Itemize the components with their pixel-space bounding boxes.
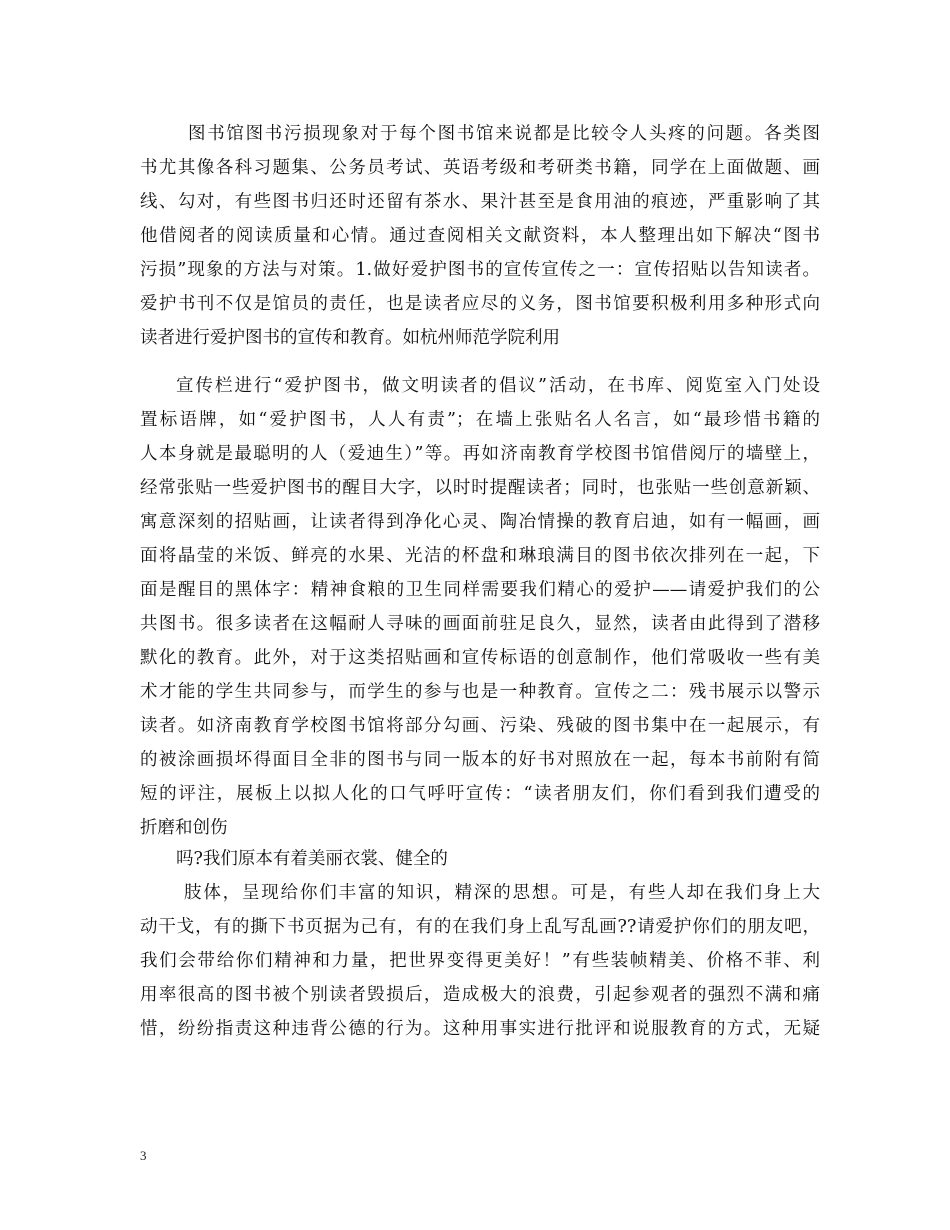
text-line: 用率很高的图书被个别读者毁损后，造成极大的浪费，引起参观者的强烈不满和痛 [140, 985, 820, 1005]
text-line: 宣传栏进行“爱护图书，做文明读者的倡议”活动，在书库、阅览室入门处设 [176, 376, 820, 396]
text-line: 置标语牌，如“爱护图书，人人有责”；在墙上张贴名人名言，如“最珍惜书籍的 [140, 410, 820, 430]
paragraph-4 [140, 876, 820, 1046]
text-line: 读者进行爱护图书的宣传和教育。如杭州师范学院利用 [140, 328, 560, 348]
text-line: 面将晶莹的米饭、鲜亮的水果、光洁的杯盘和琳琅满目的图书依次排列在一起，下 [140, 546, 820, 566]
text-line: 肢体，呈现给你们丰富的知识，精深的思想。可是，有些人却在我们身上大 [184, 883, 820, 903]
text-line: 短的评注，展板上以拟人化的口气呼吁宣传：“读者朋友们，你们看到我们遭受的 [140, 784, 820, 804]
text-line: 寓意深刻的招贴画，让读者得到净化心灵、陶冶情操的教育启迪，如有一幅画，画 [140, 512, 820, 532]
text-line: 的被涂画损坏得面目全非的图书与同一版本的好书对照放在一起，每本书前附有简 [140, 750, 820, 770]
paragraph-3 [140, 842, 820, 876]
text-line: 书尤其像各科习题集、公务员考试、英语考级和考研类书籍，同学在上面做题、画 [140, 158, 820, 178]
text-line: 爱护书刊不仅是馆员的责任，也是读者应尽的义务，图书馆要积极利用多种形式向 [140, 294, 820, 314]
text-line: 读者。如济南教育学校图书馆将部分勾画、污染、残破的图书集中在一起展示，有 [140, 716, 820, 736]
text-line: 线、勾对，有些图书归还时还留有茶水、果汁甚至是食用油的痕迹，严重影响了其 [140, 192, 820, 212]
text-line: 吗?我们原本有着美丽衣裳、健全的 [176, 849, 448, 869]
text-line: 术才能的学生共同参与，而学生的参与也是一种教育。宣传之二：残书展示以警示 [140, 682, 820, 702]
text-line: 经常张贴一些爱护图书的醒目大字，以时时提醒读者；同时，也张贴一些创意新颖、 [140, 478, 820, 498]
text-line: 惜，纷纷指责这种违背公德的行为。这种用事实进行批评和说服教育的方式，无疑 [140, 1019, 820, 1039]
text-line: 他借阅者的阅读质量和心情。通过查阅相关文献资料，本人整理出如下解决“图书 [140, 226, 820, 246]
text-line: 默化的教育。此外，对于这类招贴画和宣传标语的创意制作，他们常吸收一些有美 [140, 648, 820, 668]
text-line: 共图书。很多读者在这幅耐人寻味的画面前驻足良久，显然，读者由此得到了潜移 [140, 614, 820, 634]
text-line: 折磨和创伤 [140, 818, 228, 838]
text-line: 人本身就是最聪明的人（爱迪生）”等。再如济南教育学校图书馆借阅厅的墙壁上， [140, 444, 820, 464]
text-line: 污损”现象的方法与对策。1.做好爱护图书的宣传宣传之一：宣传招贴以告知读者。 [140, 260, 820, 280]
paragraph-2 [140, 369, 820, 845]
text-line: 我们会带给你们精神和力量，把世界变得更美好！”有些装帧精美、价格不菲、利 [140, 951, 820, 971]
page-number: 3 [140, 1148, 147, 1163]
paragraph-1 [140, 117, 820, 355]
text-line: 面是醒目的黑体字：精神食粮的卫生同样需要我们精心的爱护——请爱护我们的公 [140, 580, 820, 600]
text-line: 动干戈，有的撕下书页据为己有，有的在我们身上乱写乱画??请爱护你们的朋友吧， [140, 917, 820, 937]
text-line: 图书馆图书污损现象对于每个图书馆来说都是比较令人头疼的问题。各类图 [188, 124, 820, 144]
